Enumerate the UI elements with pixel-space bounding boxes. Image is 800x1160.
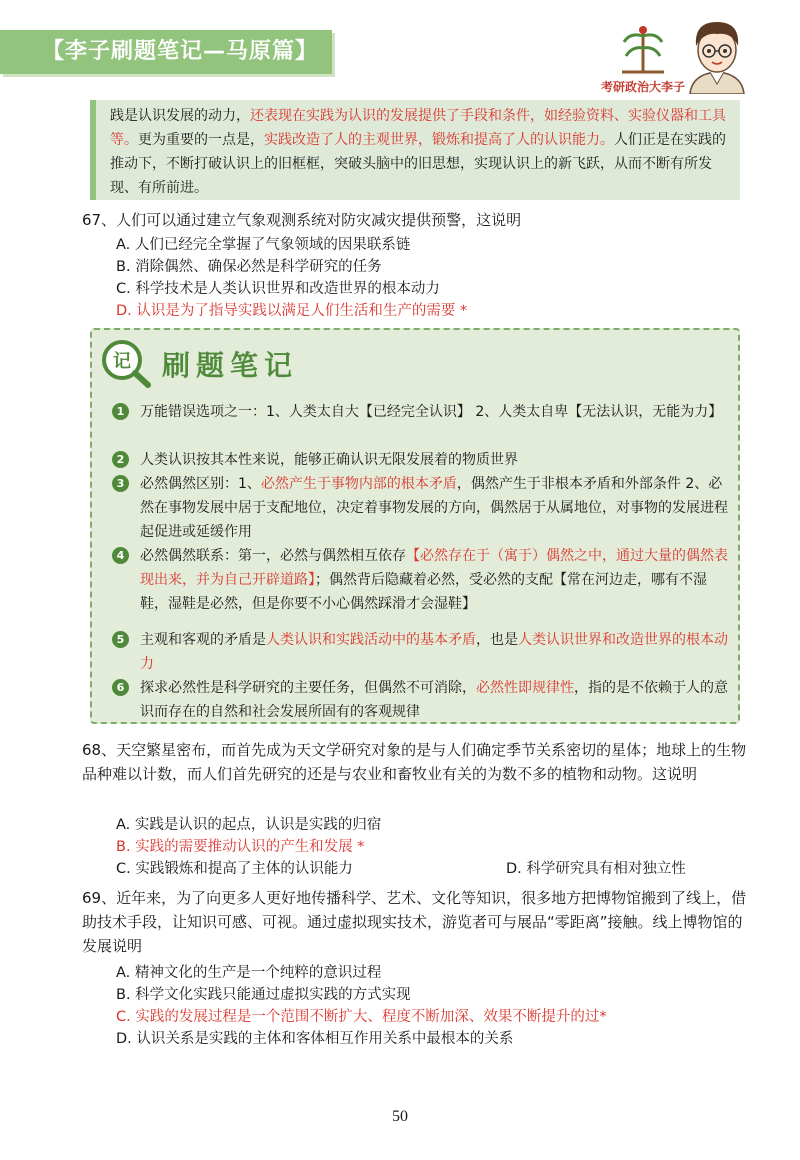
notes-title: 刷题笔记: [162, 349, 299, 382]
note-number: 6: [112, 679, 129, 696]
explanation-text-1: 践是认识发展的动力，: [110, 108, 250, 124]
explanation-text-5: 人们正是在实践的推动下，不断打破认识上的旧框框，突破头脑中的旧思想，实现认识上的新飞跃，从而不断有所发现、有所前进。: [110, 132, 726, 196]
note-6-text-a: 探求必然性是科学研究的主要任务，但偶然不可消除，: [140, 680, 476, 696]
note-3-text-c: ，偶然产生于非根本矛盾和外部条件 2、必然在事物发展中居于支配地位，决定着事物发展的方向，偶然居于从属地位，对事物的发展进程起促进或延缓作用: [140, 476, 728, 540]
note-item: [112, 448, 732, 472]
question-68-option-c: C. 实践锻炼和提高了主体的认识能力: [116, 861, 353, 877]
explanation-text-2: 还表现在实践为认识的发展提供了手段和条件，如经验资料、实验仪器和工具等。: [110, 108, 726, 148]
magnifier-note-icon: [98, 338, 154, 388]
note-5-text-a: 主观和客观的矛盾是: [140, 632, 266, 648]
note-4-text-a: 必然偶然联系：第一，必然与偶然相互依存: [140, 548, 406, 564]
note-item: [112, 544, 732, 616]
avatar: [684, 14, 750, 94]
question-67-option-a: A. 人们已经完全掌握了气象领域的因果联系链: [116, 237, 411, 253]
brand-logo: [588, 24, 698, 94]
question-67-option-d: D. 认识是为了指导实践以满足人们生活和生产的需要 *: [116, 303, 468, 319]
question-67-option-b: B. 消除偶然、确保必然是科学研究的任务: [116, 259, 382, 275]
note-item: [112, 628, 732, 676]
note-6-text-c: ，指的是不依赖于人的意识而存在的自然和社会发展所固有的客观规律: [140, 680, 728, 720]
note-6-text-b: 必然性即规律性: [476, 680, 574, 696]
question-68-option-d: D. 科学研究具有相对独立性: [506, 861, 686, 877]
question-69-option-b: B. 科学文化实践只能通过虚拟实践的方式实现: [116, 987, 411, 1003]
question-68-option-a: A. 实践是认识的起点，认识是实践的归宿: [116, 817, 382, 833]
question-67-stem: 67、人们可以通过建立气象观测系统对防灾减灾提供预警，这说明: [82, 211, 522, 229]
note-item: [112, 400, 732, 424]
question-68-option-b: B. 实践的需要推动认识的产生和发展 *: [116, 839, 365, 855]
note-number: 3: [112, 475, 129, 492]
note-item: [112, 676, 732, 724]
header-banner: 【李子刷题笔记—马原篇】: [0, 30, 332, 74]
brand-name: 考研政治大李子: [600, 80, 685, 94]
note-3-text-b: 必然产生于事物内部的根本矛盾: [260, 476, 457, 492]
note-number: 5: [112, 631, 129, 648]
note-4-text-c: ；偶然背后隐藏着必然，受必然的支配【常在河边走，哪有不湿鞋，湿鞋是必然，但是你要不小心偶然踩滑才会湿鞋】: [140, 572, 707, 612]
note-number: 1: [112, 403, 129, 420]
note-5-text-b: 人类认识和实践活动中的基本矛盾: [266, 632, 476, 648]
note-1-text: 万能错误选项之一：1、人类太自大【已经完全认识】 2、人类太自卑【无法认识，无能为力】: [140, 404, 723, 420]
previous-explanation: [90, 100, 740, 200]
question-68-stem: 68、天空繁星密布，而首先成为天文学研究对象的是与人们确定季节关系密切的星体；地球上的生物品种难以计数，而人们首先研究的还是与农业和畜牧业有关的为数不多的植物和动物。这说明: [82, 741, 747, 783]
tree-logo-icon: [612, 24, 674, 78]
notes-box: [90, 328, 740, 724]
note-3-text-a: 必然偶然区别：1、: [140, 476, 261, 492]
question-67-option-c: C. 科学技术是人类认识世界和改造世界的根本动力: [116, 281, 440, 297]
note-5-text-d: 人类认识世界和改造世界的根本动力: [140, 632, 728, 672]
note-number: 2: [112, 451, 129, 468]
note-2-text: 人类认识按其本性来说，能够正确认识无限发展着的物质世界: [140, 452, 518, 468]
page-number: 50: [392, 1108, 408, 1125]
question-69-option-a: A. 精神文化的生产是一个纯粹的意识过程: [116, 965, 382, 981]
explanation-text-4: 实践改造了人的主观世界，锻炼和提高了人的认识能力。: [264, 132, 614, 148]
question-69-option-d: D. 认识关系是实践的主体和客体相互作用关系中最根本的关系: [116, 1031, 514, 1047]
cartoon-avatar-icon: [684, 14, 750, 94]
note-number: 4: [112, 547, 129, 564]
note-5-text-c: ，也是: [476, 632, 518, 648]
notes-badge: 记: [113, 351, 131, 372]
note-4-text-b: 【必然存在于（寓于）偶然之中，通过大量的偶然表现出来，并为自己开辟道路】: [140, 548, 728, 588]
note-item: [112, 472, 732, 544]
explanation-text-3: 更为重要的一点是，: [138, 132, 264, 148]
question-69-stem: 69、近年来，为了向更多人更好地传播科学、艺术、文化等知识，很多地方把博物馆搬到了线上，借助技术手段，让知识可感、可视。通过虚拟现实技术，游览者可与展品“零距离”接触。线上博物馆的发展说明: [82, 889, 747, 955]
question-69-option-c: C. 实践的发展过程是一个范围不断扩大、程度不断加深、效果不断提升的过*: [116, 1009, 607, 1025]
notes-header: [98, 338, 358, 386]
